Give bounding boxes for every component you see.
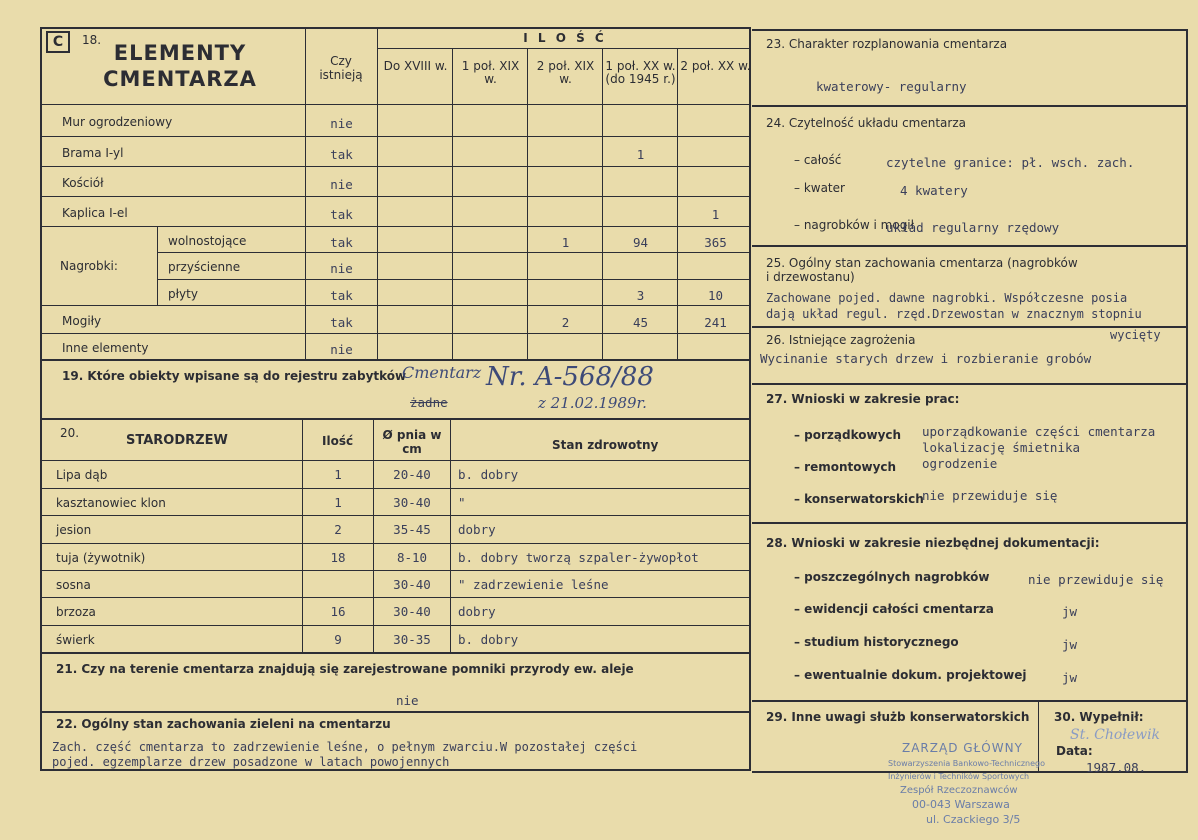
cell-value: b. dobry xyxy=(458,467,519,482)
cell-value: 8-10 xyxy=(396,550,428,565)
row-label: Kościół xyxy=(62,175,104,190)
cell-value: nie xyxy=(330,176,353,192)
cell-value: " xyxy=(458,495,466,510)
cell-value: 1 xyxy=(561,234,570,250)
field-label: 27. Wnioski w zakresie prac: xyxy=(766,392,960,406)
column-header: 1 poł. XX w. (do 1945 r.) xyxy=(605,59,676,86)
field-value: jw xyxy=(1062,670,1078,685)
cell-value: 45 xyxy=(632,314,649,330)
cell-value: tak xyxy=(330,314,353,330)
field-value: wycięty xyxy=(1110,328,1161,342)
handwritten-note: Nr. A-568/88 xyxy=(486,362,654,392)
field-label: 21. Czy na terenie cmentarza znajdują się zarejestrowane pomniki przyrody ew. aleje xyxy=(56,662,634,676)
field-value: Zachowane pojed. dawne nagrobki. Współczesne posia xyxy=(766,291,1128,305)
field-value: jw xyxy=(1062,637,1078,652)
field-label: 23. Charakter rozplanowania cmentarza xyxy=(766,37,1008,51)
tree-name: brzoza xyxy=(56,605,96,619)
column-header: I L O Ś Ć xyxy=(523,31,607,45)
item-label: – porządkowych xyxy=(794,428,902,442)
section-number: 18. xyxy=(82,33,102,47)
tree-name: kasztanowiec klon xyxy=(56,496,166,510)
tree-name: Lipa dąb xyxy=(56,468,108,482)
item-label: – remontowych xyxy=(794,460,897,474)
stamp-text: ZARZĄD GŁÓWNY xyxy=(902,741,1023,755)
tree-name: jesion xyxy=(56,523,92,537)
tree-name: świerk xyxy=(56,633,95,647)
cell-value: 30-35 xyxy=(393,632,431,647)
row-label: płyty xyxy=(168,286,198,301)
section-title: CMENTARZA xyxy=(103,67,257,91)
stamp-text: 00-043 Warszawa xyxy=(912,798,1010,811)
cell-value: tak xyxy=(330,234,353,250)
item-label: – całość xyxy=(794,153,842,167)
section-title: ELEMENTY xyxy=(113,41,247,65)
cell-value: b. dobry tworzą szpaler-żywopłot xyxy=(458,550,699,565)
column-header: 2 poł. XIX w. xyxy=(536,59,595,86)
cell-value: 241 xyxy=(704,314,727,330)
cell-value: 365 xyxy=(704,234,727,250)
column-header: Ilość xyxy=(322,434,354,448)
corner-box: C xyxy=(46,31,70,53)
cell-value: tak xyxy=(330,146,353,162)
field-label: i drzewostanu) xyxy=(766,270,855,284)
cell-value: 10 xyxy=(707,287,724,303)
cell-value: 20-40 xyxy=(393,467,431,482)
cell-value: 1 xyxy=(334,467,342,482)
field-value: lokalizację śmietnika xyxy=(922,440,1081,455)
group-label: Nagrobki: xyxy=(60,259,118,273)
row-label: Brama I-yl xyxy=(62,145,124,160)
field-value: nie przewiduje się xyxy=(922,488,1058,503)
field-label: 25. Ogólny stan zachowania cmentarza (nagrobków xyxy=(766,256,1078,270)
cell-value: 30-40 xyxy=(393,495,431,510)
column-header: Stan zdrowotny xyxy=(552,438,659,452)
date-value: 1987.08. xyxy=(1086,760,1147,775)
cell-value: 2 xyxy=(334,522,342,537)
field-value: Zach. część cmentarza to zadrzewienie leśne, o pełnym zwarciu.W pozostałej części xyxy=(52,740,638,754)
row-label: wolnostojące xyxy=(168,233,247,248)
column-header: Do XVIII w. xyxy=(383,59,448,73)
cell-value: b. dobry xyxy=(458,632,519,647)
cell-value: nie xyxy=(330,261,353,276)
field-value: pojed. egzemplarze drzew posadzone w latach powojennych xyxy=(52,755,450,769)
item-label: – konserwatorskich xyxy=(794,492,924,506)
stamp-text: ul. Czackiego 3/5 xyxy=(926,813,1021,826)
field-label: 28. Wnioski w zakresie niezbędnej dokumentacji: xyxy=(766,536,1100,550)
column-header: Ø pnia w cm xyxy=(382,428,442,456)
field-value: układ regularny rzędowy xyxy=(886,220,1060,235)
field-label: 19. Które obiekty wpisane są do rejestru zabytków xyxy=(62,369,407,383)
cell-value: 30-40 xyxy=(393,604,431,619)
cell-value: 18 xyxy=(330,550,346,565)
item-label: – kwater xyxy=(794,181,845,195)
handwritten-note: z 21.02.1989r. xyxy=(538,394,647,412)
field-label: 30. Wypełnił: xyxy=(1054,710,1144,724)
column-header: 2 poł. XX w. xyxy=(680,59,751,73)
column-header: 1 poł. XIX w. xyxy=(461,59,520,86)
cell-value: 94 xyxy=(632,234,649,250)
row-label: Mogiły xyxy=(62,313,102,328)
cell-value: nie xyxy=(330,341,353,357)
stamp-text: Stowarzyszenia Bankowo-Technicznego xyxy=(888,759,1046,768)
cell-value: " zadrzewienie leśne xyxy=(458,577,609,592)
cell-value: tak xyxy=(330,206,353,222)
cell-value: 30-40 xyxy=(393,577,431,592)
field-value: 4 kwatery xyxy=(900,183,968,198)
item-label: – poszczególnych nagrobków xyxy=(794,570,990,584)
tree-name: sosna xyxy=(56,578,91,592)
tree-name: tuja (żywotnik) xyxy=(56,551,146,565)
cell-value: 3 xyxy=(636,287,645,303)
item-label: – nagrobków i mogił xyxy=(794,218,915,232)
field-value: jw xyxy=(1062,604,1078,619)
struck-text: żadne xyxy=(410,395,448,410)
field-value: ogrodzenie xyxy=(922,456,998,471)
row-label: Kaplica I-el xyxy=(62,205,128,220)
handwritten-note: Cmentarz xyxy=(402,363,482,382)
cell-value: 2 xyxy=(561,314,570,330)
item-label: – studium historycznego xyxy=(794,635,959,649)
cell-value: tak xyxy=(330,287,353,303)
cell-value: 16 xyxy=(330,604,346,619)
field-value: nie xyxy=(396,693,419,708)
field-value: dają układ regul. rzęd.Drzewostan w znacznym stopniu xyxy=(766,307,1142,321)
field-value: czytelne granice: pł. wsch. zach. xyxy=(886,155,1135,170)
row-label: Inne elementy xyxy=(62,340,149,355)
cell-value: 9 xyxy=(334,632,342,647)
field-label: 26. Istniejące zagrożenia xyxy=(766,333,916,347)
cell-value: dobry xyxy=(458,522,496,537)
cell-value: 1 xyxy=(711,206,720,222)
field-label: 29. Inne uwagi służb konserwatorskich xyxy=(766,710,1030,724)
stamp-text: Inżynierów i Techników Sportowych xyxy=(888,772,1030,781)
row-label: przyścienne xyxy=(168,260,241,274)
signature: St. Chołewik xyxy=(1070,727,1161,743)
item-label: – ewidencji całości cmentarza xyxy=(794,602,994,616)
row-label: Mur ogrodzeniowy xyxy=(62,115,173,129)
section-title: STARODRZEW xyxy=(126,433,228,448)
field-value: nie przewiduje się xyxy=(1028,572,1164,587)
field-value: kwaterowy- regularny xyxy=(816,79,967,94)
field-value: uporządkowanie części cmentarza xyxy=(922,424,1156,439)
column-header: Czy istnieją xyxy=(319,54,363,82)
cell-value: 1 xyxy=(334,495,342,510)
cell-value: 1 xyxy=(636,146,645,162)
field-label: Data: xyxy=(1056,744,1093,758)
cell-value: nie xyxy=(330,116,353,131)
cell-value: dobry xyxy=(458,604,496,619)
field-label: 22. Ogólny stan zachowania zieleni na cmentarzu xyxy=(56,717,391,731)
field-value: Wycinanie starych drzew i rozbieranie grobów xyxy=(760,351,1092,366)
section-number: 20. xyxy=(60,426,80,440)
stamp-text: Zespół Rzeczoznawców xyxy=(900,785,1018,796)
item-label: – ewentualnie dokum. projektowej xyxy=(794,668,1027,682)
cell-value: 35-45 xyxy=(393,522,431,537)
field-label: 24. Czytelność układu cmentarza xyxy=(766,116,966,130)
